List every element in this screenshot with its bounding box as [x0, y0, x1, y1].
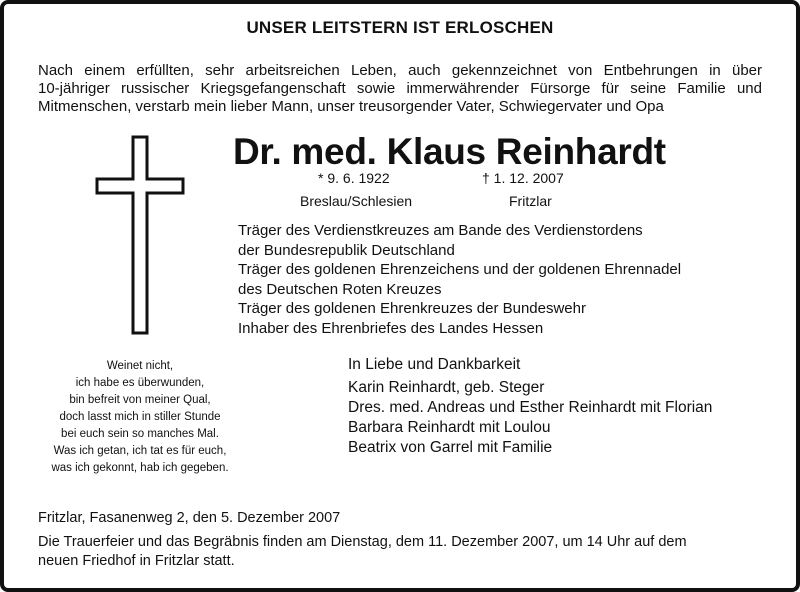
- poem-line: bei euch sein so manches Mal.: [61, 428, 219, 440]
- intro-line: Mitmenschen, verstarb mein lieber Mann, unser treusorgender Vater, Schwiegervater und Opa: [38, 98, 664, 115]
- family-member: Karin Reinhardt, geb. Steger: [348, 379, 545, 396]
- poem: [20, 358, 260, 477]
- intro-line: 10-jähriger russischer Kriegsgefangenschaft sowie immerwährender Fürsorge für seine Familie und: [38, 80, 762, 97]
- headline: UNSER LEITSTERN IST ERLOSCHEN: [246, 18, 554, 37]
- honor-line: der Bundesrepublik Deutschland: [238, 241, 455, 259]
- latin-cross-icon: [95, 135, 185, 335]
- poem-line: doch lasst mich in stiller Stunde: [59, 411, 221, 423]
- honor-line: Träger des goldenen Ehrenzeichens und der goldenen Ehrennadel: [238, 261, 682, 278]
- birth-date: * 9. 6. 1922: [318, 170, 390, 186]
- poem-line: bin befreit von meiner Qual,: [69, 394, 211, 406]
- poem-line: Was ich getan, ich tat es für euch,: [53, 445, 227, 457]
- poem-line: ich habe es überwunden,: [75, 377, 205, 389]
- honor-line: Träger des goldenen Ehrenkreuzes der Bundeswehr: [238, 300, 586, 317]
- death-date: † 1. 12. 2007: [482, 170, 564, 186]
- poem-line: Weinet nicht,: [106, 360, 174, 372]
- intro-text: [38, 62, 762, 116]
- honor-line: Inhaber des Ehrenbriefes des Landes Hessen: [238, 319, 544, 337]
- honors-list: [238, 221, 681, 338]
- poem-line: was ich gekonnt, hab ich gegeben.: [51, 462, 229, 474]
- honor-line: Träger des Verdienstkreuzes am Bande des Verdienstordens: [238, 222, 643, 239]
- death-place: Fritzlar: [509, 193, 552, 209]
- funeral-line: neuen Friedhof in Fritzlar statt.: [38, 553, 235, 569]
- honor-line: des Deutschen Roten Kreuzes: [238, 280, 442, 298]
- place-and-date: Fritzlar, Fasanenweg 2, den 5. Dezember 2007: [38, 510, 341, 526]
- family-member: Beatrix von Garrel mit Familie: [348, 439, 553, 456]
- family-member: Dres. med. Andreas und Esther Reinhardt mit Florian: [348, 399, 713, 416]
- family-member: Barbara Reinhardt mit Loulou: [348, 419, 551, 436]
- family-heading: In Liebe und Dankbarkeit: [348, 356, 521, 373]
- birth-place: Breslau/Schlesien: [300, 193, 413, 209]
- funeral-notice: [38, 533, 762, 571]
- intro-line: Nach einem erfüllten, sehr arbeitsreichen Leben, auch gekennzeichnet von Entbehrungen in über: [38, 62, 762, 79]
- deceased-name: Dr. med. Klaus Reinhardt: [233, 131, 666, 172]
- funeral-line: Die Trauerfeier und das Begräbnis finden am Dienstag, dem 11. Dezember 2007, um 14 Uhr auf dem: [38, 534, 687, 550]
- family-signature: [348, 355, 712, 458]
